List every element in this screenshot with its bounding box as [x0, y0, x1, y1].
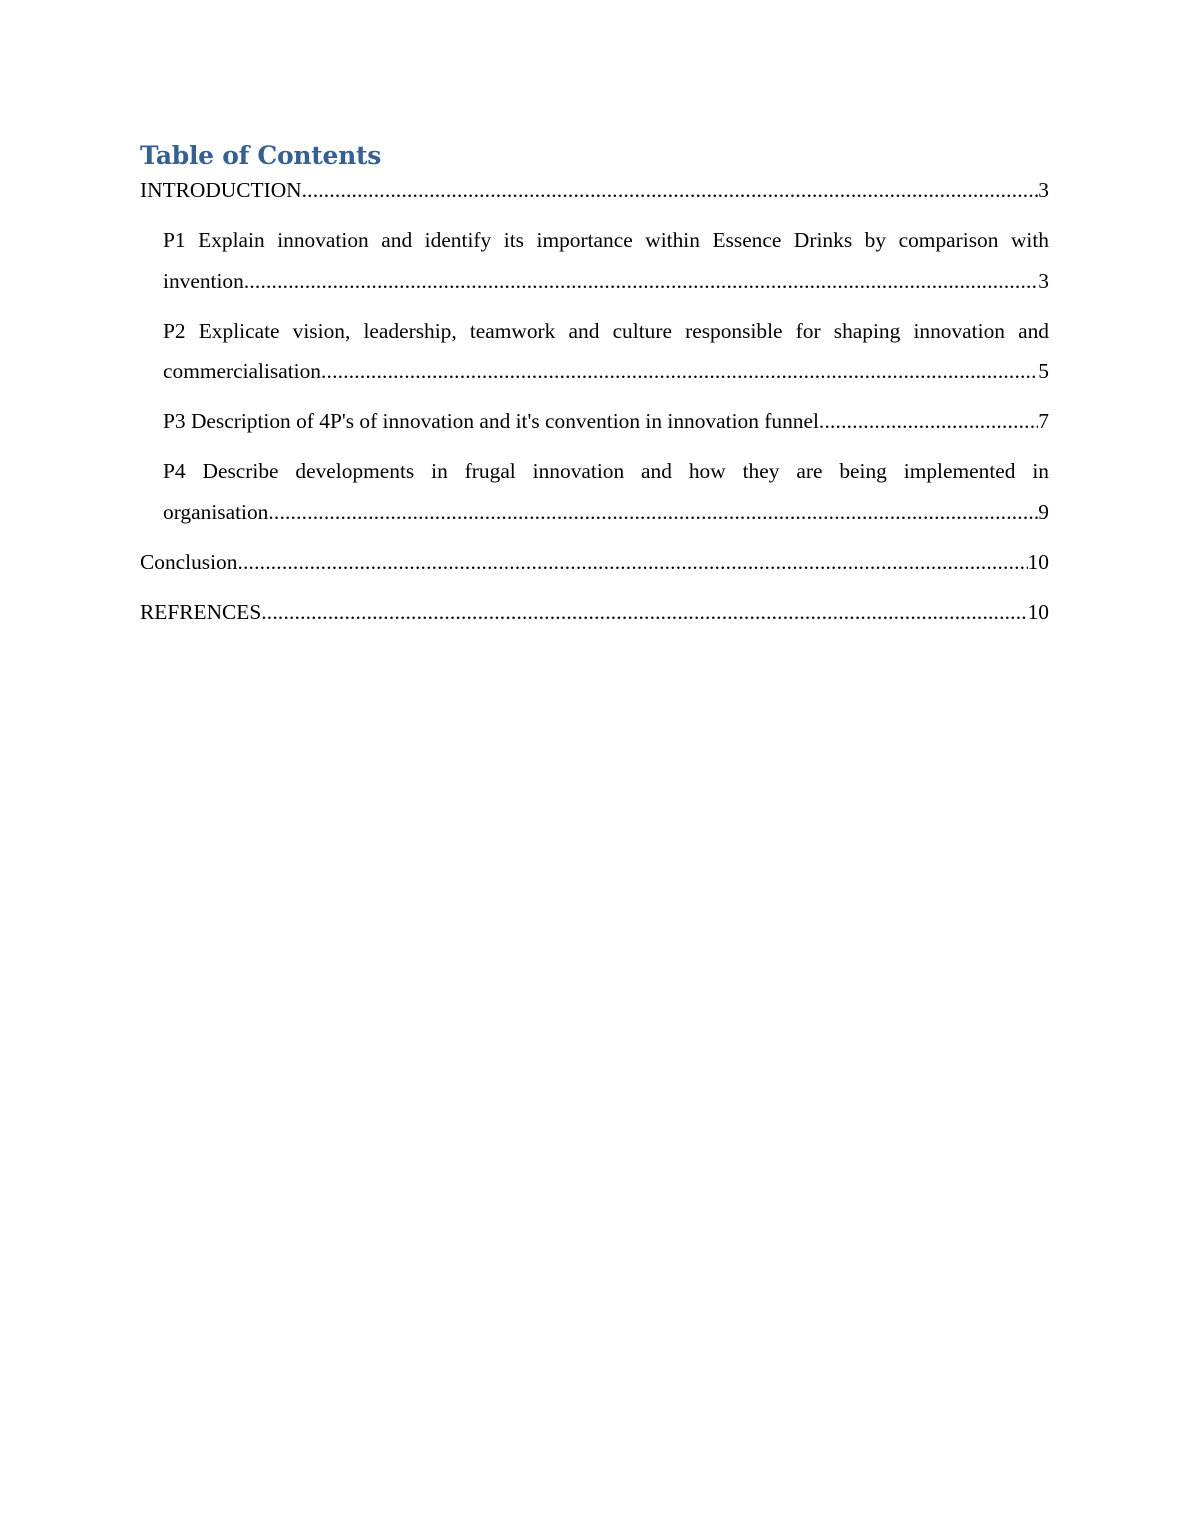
toc-entry-introduction[interactable] [140, 170, 1049, 211]
toc-page-number: 10 [1027, 599, 1049, 624]
toc-entry-line [140, 542, 1049, 583]
toc-page-number: 5 [1038, 359, 1049, 383]
toc-title: Table of Contents [140, 141, 382, 170]
toc-leader-dots [321, 351, 1038, 392]
toc-entry-label: Conclusion [140, 549, 238, 574]
toc-entry-label-line1: P2 Explicate vision, leadership, teamwork and culture responsible for shaping innovation and [163, 318, 1049, 343]
toc-entry-label: P3 Description of 4P's of innovation and it's convention in innovation funnel [163, 409, 819, 433]
toc-leader-dots [261, 592, 1027, 633]
toc-leader-dots [268, 492, 1038, 533]
toc-entry-line [163, 351, 1049, 392]
toc-page-number: 3 [1038, 268, 1049, 293]
toc-page-number: 7 [1038, 409, 1049, 433]
toc-page-number: 3 [1038, 178, 1049, 202]
toc-entry-label: organisation [163, 499, 269, 524]
toc-entry-label: REFRENCES [140, 599, 262, 624]
toc-leader-dots [237, 542, 1027, 583]
toc-entry-line [140, 592, 1049, 633]
toc-entry-label-line1: P1 Explain innovation and identify its importance within Essence Drinks by comparison with [163, 228, 1049, 252]
table-of-contents [140, 138, 1049, 632]
toc-entry-p4[interactable] [140, 451, 1049, 532]
toc-entry-p2[interactable] [140, 311, 1049, 392]
toc-leader-dots [244, 261, 1038, 302]
toc-entry-references[interactable] [140, 592, 1049, 633]
toc-page-number: 10 [1027, 549, 1049, 574]
toc-entry-label: invention [163, 268, 244, 293]
toc-entry-line [163, 492, 1049, 533]
toc-entry-conclusion[interactable] [140, 542, 1049, 583]
toc-entry-line [140, 170, 1049, 211]
toc-entry-line [163, 261, 1049, 302]
toc-entry-label-line1: P4 Describe developments in frugal innovation and how they are being implemented in [163, 459, 1049, 483]
toc-leader-dots [302, 170, 1039, 211]
toc-leader-dots [819, 401, 1038, 442]
toc-entry-line [163, 401, 1049, 442]
toc-entry-label: commercialisation [163, 359, 321, 383]
toc-entry-p1[interactable] [140, 220, 1049, 301]
toc-entry-p3[interactable] [140, 401, 1049, 442]
toc-entry-label: INTRODUCTION [140, 178, 302, 202]
toc-page-number: 9 [1038, 499, 1049, 524]
